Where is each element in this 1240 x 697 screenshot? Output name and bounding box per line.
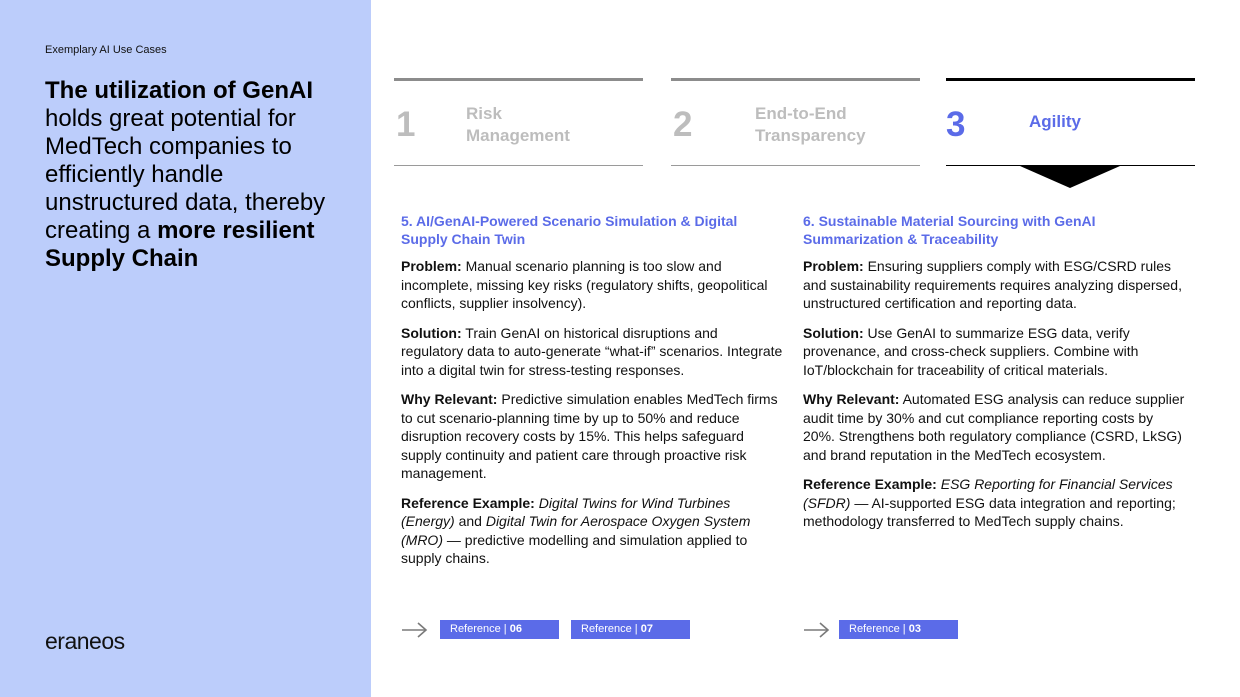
- headline: [45, 77, 355, 273]
- problem-text: [803, 257, 1185, 313]
- tab-number: 1: [396, 105, 416, 144]
- reference-example-text: [401, 494, 783, 568]
- use-case-6: [803, 212, 1185, 542]
- problem-label: Problem:: [803, 258, 864, 274]
- company-logo: eraneos: [45, 628, 125, 654]
- use-case-title: 6. Sustainable Material Sourcing with GenAI Summarization & Traceability: [803, 213, 1096, 247]
- why-relevant-label: Why Relevant:: [401, 391, 498, 407]
- solution-body: Use GenAI to summarize ESG data, verify provenance, and cross-check suppliers. Combine with IoT/blockchain for traceability of critical materials.: [803, 324, 1139, 378]
- solution-body: Train GenAI on historical disruptions and regulatory data to auto-generate “what-if” scenarios. Integrate into a digital twin for stress-testing responses.: [401, 324, 783, 378]
- tab-label: End-to-End Transparency: [755, 104, 866, 145]
- reference-06-button[interactable]: [440, 620, 559, 639]
- solution-label: Solution:: [803, 324, 864, 341]
- reference-example-label: Reference Example:: [401, 494, 535, 511]
- reference-links-use-case-5: [401, 620, 701, 640]
- problem-body: Ensuring suppliers comply with ESG/CSRD rules and sustainability requirements requires analyzing dispersed, unstructured certification and reporting data.: [803, 258, 1182, 311]
- headline-bold-tail: more resilient Supply Chain: [45, 217, 315, 272]
- problem-label: Problem:: [401, 258, 462, 274]
- reference-links-use-case-6: [803, 620, 1003, 640]
- tab-number: 2: [673, 105, 693, 144]
- use-case-5: [401, 212, 783, 579]
- headline-body: holds great potential for MedTech companies to efficiently handle unstructured data, thereby creating a: [45, 105, 326, 244]
- reference-button-label: Reference |: [581, 623, 641, 635]
- eyebrow-label: Exemplary AI Use Cases: [45, 44, 167, 56]
- reference-title-2: Digital Twin for Aerospace Oxygen System (MRO): [401, 513, 751, 548]
- tab-end-to-end-transparency[interactable]: [671, 78, 920, 166]
- headline-bold-lead: The utilization of GenAI: [45, 77, 313, 104]
- problem-body: Manual scenario planning is too slow and incomplete, missing key risks (regulatory shifts, geopolitical conflicts, supplier insolvency).: [401, 258, 768, 311]
- tab-number: 3: [946, 105, 966, 144]
- problem-text: [401, 257, 783, 313]
- use-case-title: 5. AI/GenAI-Powered Scenario Simulation & Digital Supply Chain Twin: [401, 213, 738, 247]
- tab-label: Agility: [1029, 112, 1081, 131]
- arrow-right-icon: [803, 620, 831, 640]
- why-relevant-body: Predictive simulation enables MedTech firms to cut scenario-planning time by up to 50% and reduce disruption recovery costs by 15%. This helps safeguard supply continuity and patient care through proactive risk management.: [401, 391, 778, 481]
- reference-connector: and: [454, 513, 486, 529]
- reference-03-button[interactable]: [839, 620, 958, 639]
- solution-label: Solution:: [401, 324, 462, 341]
- tab-risk-management[interactable]: [394, 78, 643, 166]
- why-relevant-text: [401, 390, 783, 483]
- reference-button-label: Reference |: [450, 623, 510, 635]
- reference-button-number: 03: [908, 623, 921, 635]
- reference-description: — predictive modelling and simulation applied to supply chains.: [401, 531, 748, 566]
- reference-button-number: 06: [509, 623, 522, 635]
- active-tab-pointer: [1020, 166, 1120, 188]
- tab-label: Risk Management: [466, 104, 570, 145]
- left-panel: [0, 0, 371, 697]
- reference-title-1: ESG Reporting for Financial Services (SFDR): [803, 476, 1173, 511]
- reference-button-number: 07: [640, 623, 653, 635]
- reference-button-label: Reference |: [849, 623, 909, 635]
- why-relevant-text: [803, 390, 1185, 464]
- reference-example-text: [803, 475, 1185, 531]
- solution-text: [803, 324, 1185, 380]
- reference-example-label: Reference Example:: [803, 476, 937, 492]
- arrow-right-icon: [401, 620, 429, 640]
- reference-title-1: Digital Twins for Wind Turbines (Energy): [401, 494, 731, 529]
- solution-text: [401, 324, 783, 380]
- why-relevant-label: Why Relevant:: [803, 391, 900, 407]
- reference-07-button[interactable]: [571, 620, 690, 639]
- reference-description: — AI-supported ESG data integration and reporting; methodology transferred to MedTech supply chains.: [803, 494, 1176, 529]
- tab-agility[interactable]: [946, 78, 1195, 166]
- why-relevant-body: Automated ESG analysis can reduce supplier audit time by 30% and cut compliance reporting costs by 20%. Strengthens both regulatory compliance (CSRD, LkSG) and brand reputation in the MedTech ecosystem.: [803, 391, 1185, 463]
